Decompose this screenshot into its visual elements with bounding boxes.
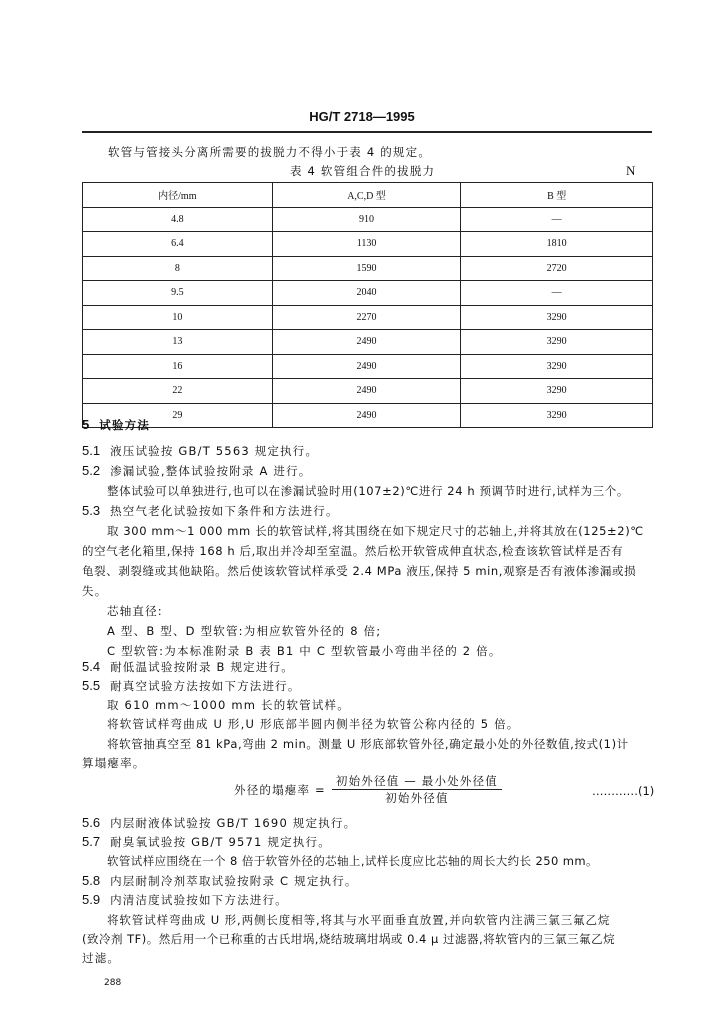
- paragraph: 软管试样应围绕在一个 8 倍于软管外径的芯轴上,试样长度应比芯轴的周长大约长 250 mm。: [107, 854, 598, 868]
- paragraph: 整体试验可以单独进行,也可以在渗漏试验时用(107±2)℃进行 24 h 预调节时进行,试样为三个。: [107, 484, 629, 498]
- page-number: 288: [104, 978, 122, 988]
- clause-5-2: [82, 463, 312, 479]
- document-header: HG/T 2718—1995: [309, 109, 415, 124]
- clause-5-7: [82, 834, 331, 850]
- table-cell: —: [461, 281, 653, 306]
- clause-number: 5.4: [82, 659, 101, 674]
- clause-number: 5.1: [82, 443, 101, 458]
- table-row: [83, 281, 653, 306]
- header-rule: [82, 131, 652, 133]
- table-cell: 29: [83, 403, 273, 428]
- paragraph-line: 失。: [82, 584, 108, 598]
- clause-5-8: [82, 873, 358, 889]
- clause-number: 5.2: [82, 463, 101, 478]
- paragraph-line: 过滤。: [82, 951, 121, 965]
- paragraph-line: 将软管抽真空至 81 kPa,弯曲 2 min。测量 U 形底部软管外径,确定最小处的外径数值,按式(1)计: [107, 737, 629, 751]
- table-row: [83, 207, 653, 232]
- clause-5-4: [82, 659, 294, 675]
- table-cell: 3290: [461, 403, 653, 428]
- table-cell: 4.8: [83, 207, 273, 232]
- paragraph-line: (致冷剂 TF)。然后用一个已称重的古氏坩埚,烧结玻璃坩埚或 0.4 μ 过滤器,将软管内的三氯三氟乙烷: [82, 932, 616, 946]
- table-cell: 9.5: [83, 281, 273, 306]
- paragraph-line: 将软管试样弯曲成 U 形,U 形底部半圆内侧半径为软管公称内径的 5 倍。: [107, 717, 520, 731]
- formula-numerator: 初始外径值 — 最小处外径值: [335, 774, 499, 788]
- mandrel-line: C 型软管:为本标准附录 B 表 B1 中 C 型软管最小弯曲半径的 2 倍。: [107, 644, 502, 658]
- clause-number: 5.6: [82, 815, 101, 830]
- mandrel-heading: 芯轴直径:: [107, 604, 163, 618]
- table-cell: 3290: [461, 379, 653, 404]
- clause-text: 耐臭氧试验按 GB/T 9571 规定执行。: [110, 835, 331, 849]
- clause-text: 耐真空试验方法按如下方法进行。: [110, 679, 301, 693]
- paragraph-line: 算塌瘪率。: [82, 756, 146, 770]
- table-cell: —: [461, 207, 653, 232]
- table-header-row: [83, 183, 653, 208]
- clause-text: 液压试验按 GB/T 5563 规定执行。: [110, 444, 319, 458]
- section-number: 5: [82, 417, 90, 432]
- table-row: [83, 232, 653, 257]
- table-cell: 3290: [461, 330, 653, 355]
- clause-number: 5.3: [82, 503, 101, 518]
- clause-text: 内层耐制冷剂萃取试验按附录 C 规定执行。: [110, 874, 358, 888]
- section-title: 试验方法: [99, 418, 151, 432]
- paragraph-line: 龟裂、剥裂缝或其他缺陷。然后使该软管试样承受 2.4 MPa 液压,保持 5 min,观察是否有液体渗漏或损: [82, 564, 637, 578]
- clause-text: 耐低温试验按附录 B 规定进行。: [110, 660, 294, 674]
- clause-text: 内层耐液体试验按 GB/T 1690 规定执行。: [110, 816, 357, 830]
- table-cell: 6.4: [83, 232, 273, 257]
- clause-text: 内清洁度试验按如下方法进行。: [110, 893, 288, 907]
- paragraph-line: 的空气老化箱里,保持 168 h 后,取出并冷却至室温。然后松开软管成伸直状态,检查该软管试样是否有: [82, 544, 624, 558]
- table-cell: 1590: [272, 256, 461, 281]
- table-cell: 2270: [272, 305, 461, 330]
- table-cell: 2040: [272, 281, 461, 306]
- table-cell: 2490: [272, 330, 461, 355]
- clause-text: 热空气老化试验按如下条件和方法进行。: [110, 504, 339, 518]
- table-cell: 910: [272, 207, 461, 232]
- formula-lhs: 外径的塌瘪率 =: [234, 782, 326, 797]
- clause-text: 渗漏试验,整体试验按附录 A 进行。: [110, 464, 312, 478]
- table-cell: 22: [83, 379, 273, 404]
- table-cell: 16: [83, 354, 273, 379]
- formula-1: [234, 773, 500, 806]
- table-row: [83, 330, 653, 355]
- table-caption: 表 4 软管组合件的拔脱力: [290, 164, 436, 178]
- intro-text: 软管与管接头分离所需要的拔脱力不得小于表 4 的规定。: [108, 145, 432, 159]
- formula-label: …………(1): [592, 784, 655, 798]
- clause-5-9: [82, 892, 288, 908]
- pull-off-force-table: [82, 182, 653, 428]
- clause-5-3: [82, 503, 339, 519]
- clause-5-6: [82, 815, 356, 831]
- table-row: [83, 305, 653, 330]
- table-cell: 1810: [461, 232, 653, 257]
- table-row: [83, 354, 653, 379]
- table-cell: 3290: [461, 305, 653, 330]
- table-unit: N: [626, 163, 637, 178]
- table-cell: 10: [83, 305, 273, 330]
- section-heading: [82, 417, 150, 433]
- table-cell: 2490: [272, 354, 461, 379]
- table-cell: 8: [83, 256, 273, 281]
- mandrel-line: A 型、B 型、D 型软管:为相应软管外径的 8 倍;: [107, 624, 382, 638]
- clause-5-1: [82, 443, 318, 459]
- formula-denominator: 初始外径值: [385, 791, 449, 805]
- table-cell: 2720: [461, 256, 653, 281]
- paragraph-line: 取 610 mm～1000 mm 长的软管试样。: [107, 698, 350, 712]
- table-row: [83, 379, 653, 404]
- column-header: B 型: [461, 183, 653, 208]
- table-cell: 13: [83, 330, 273, 355]
- table-cell: 2490: [272, 379, 461, 404]
- clause-number: 5.8: [82, 873, 101, 888]
- clause-number: 5.9: [82, 892, 101, 907]
- table-cell: 1130: [272, 232, 461, 257]
- table-cell: 3290: [461, 354, 653, 379]
- paragraph-line: 取 300 mm～1 000 mm 长的软管试样,将其围绕在如下规定尺寸的芯轴上,并将其放在(125±2)℃: [107, 524, 644, 538]
- clause-number: 5.7: [82, 834, 101, 849]
- paragraph-line: 将软管试样弯曲成 U 形,两侧长度相等,将其与水平面垂直放置,并向软管内注满三氯三氟乙烷: [107, 913, 611, 927]
- column-header: A,C,D 型: [272, 183, 461, 208]
- column-header: 内径/mm: [83, 183, 273, 208]
- table-cell: 2490: [272, 403, 461, 428]
- table-row: [83, 403, 653, 428]
- clause-5-5: [82, 678, 301, 694]
- clause-number: 5.5: [82, 678, 101, 693]
- table-row: [83, 256, 653, 281]
